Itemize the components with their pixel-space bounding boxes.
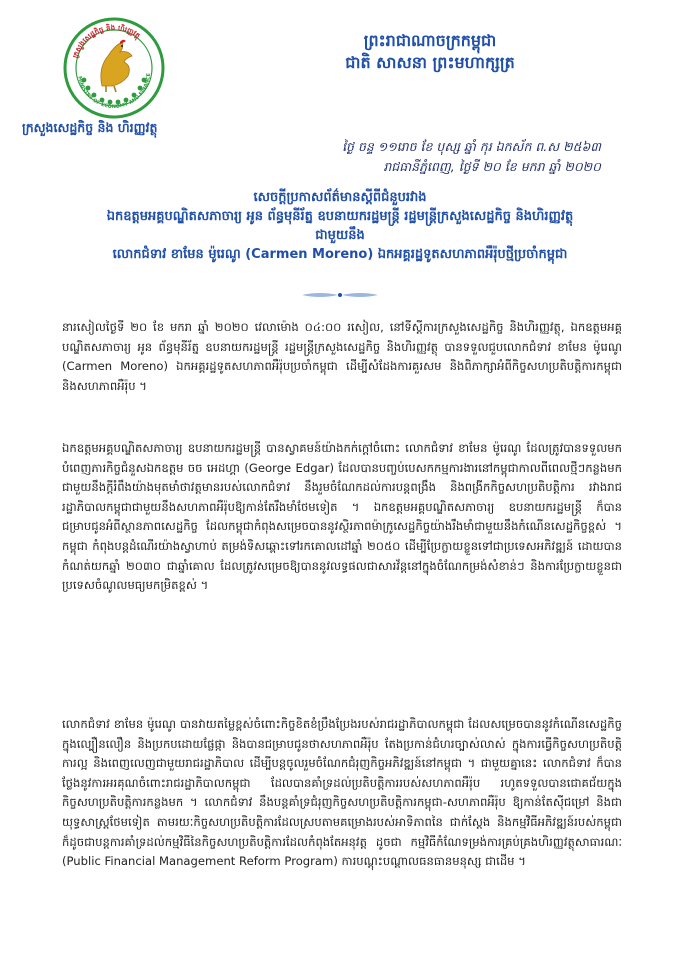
- ministry-logo: [62, 16, 166, 120]
- ministry-name: ក្រសួងសេដ្ឋកិច្ច និង ហិរញ្ញវត្ថុ: [22, 120, 158, 135]
- ministry-seal-icon: [62, 16, 166, 120]
- kingdom-line: ព្រះរាជាណាចក្រកម្ពុជា: [363, 31, 497, 50]
- press-release-title: [40, 188, 640, 264]
- lunar-date: ថ្ងៃ ចន្ទ ១១រោច ខែ បុស្ស ឆ្នាំ កុរ ឯកស័ក ព.ស ២៥៦៣: [342, 139, 601, 154]
- title-line-4: លោកជំទាវ ខាមែន ម៉ូរេណូ (Carmen Moreno) ឯកអគ្គរដ្ឋទូតសហភាពអឺរ៉ុបថ្មីប្រចាំកម្ពុជា: [112, 247, 568, 262]
- paragraph-2: ឯកឧត្តមអគ្គបណ្ឌិតសភាចារ្យ ឧបនាយករដ្ឋមន្ត្រី បានស្វាគមន៍យ៉ាងកក់ក្តៅចំពោះ លោកជំទាវ ខាមែន ម៉ូរេណូ ដែលត្រូវបានទទួលមកបំពេញភារកិច្ចជំនួសឯកឧត្តម ចច អេដហ្គា (George Edgar) ដែលបានបញ្ចប់បេសកកម្មការងារនៅកម្ពុជាកាលពីពេលថ្មីៗកន្លងមក ជាមួយនឹងក្តីរំពឹងយ៉ាងមុតមាំថាវត្តមានរបស់លោកជំទាវ នឹងរួមចំណែកដល់ការបន្តពង្រឹង និងពង្រីកកិច្ចសហប្រតិបត្តិការ រវាងរាជរដ្ឋាភិបាលកម្ពុជាជាមួយនឹងសហភាពអឺរ៉ុបឱ្យកាន់តែរឹងមាំថែមទៀត ។ ឯកឧត្តមអគ្គបណ្ឌិតសភាចារ្យ ឧបនាយករដ្ឋមន្ត្រី ក៏បានជម្រាបជូនអំពីស្ថានភាពសេដ្ឋកិច្ច ដែលកម្ពុជាកំពុងសម្រេចបាននូវស្ថិរភាពម៉ាក្រូសេដ្ឋកិច្ចយ៉ាងរឹងមាំជាមួយនឹងកំណើនសេដ្ឋកិច្ចខ្ពស់ ។ កម្ពុជា កំពុងបន្តដំណើរយ៉ាងស្វាហាប់ តម្រង់ទិសឆ្ពោះទៅរកគោលដៅឆ្នាំ ២០៥០ ដើម្បីប្រែក្លាយខ្លួនទៅជាប្រទេសអភិវឌ្ឍន៍ ដោយបានកំណត់យកឆ្នាំ ២០៣០ ជាឆ្នាំគោល ដែលត្រូវសម្រេចឱ្យបាននូវលទ្ធផលជាសារវ័ន្តនៅក្នុងចំណែកម្រង់សំខាន់ៗ និងការប្រែក្លាយខ្លួនជាប្រទេសចំណូលមធ្យមកម្រិតខ្ពស់ ។: [62, 441, 622, 593]
- title-line-1: សេចក្តីប្រកាសព័ត៌មានស្តីពីជំនួបរវាង: [253, 190, 427, 205]
- title-line-3: ជាមួយនឹង: [315, 228, 365, 243]
- motto-line: ជាតិ សាសនា ព្រះមហាក្សត្រ: [345, 53, 515, 72]
- kingdom-heading: [330, 30, 530, 74]
- paragraph-1: នារសៀលថ្ងៃទី ២០ ខែ មករា ឆ្នាំ ២០២០ វេលាម៉ោង ០៤:០០ រសៀល, នៅទីស្តីការក្រសួងសេដ្ឋកិច្ច និងហិរញ្ញវត្ថុ, ឯកឧត្តមអគ្គបណ្ឌិតសភាចារ្យ អូន ព័ន្ធមុនីរ័ត្ន ឧបនាយករដ្ឋមន្ត្រី រដ្ឋមន្ត្រីក្រសួងសេដ្ឋកិច្ច និងហិរញ្ញវត្ថុ បានទទួលជួបលោកជំទាវ ខាមែន ម៉ូរេណូ (Carmen Moreno) ឯកអគ្គរដ្ឋទូតសហភាពអឺរ៉ុបប្រចាំកម្ពុជា ដើម្បីសំដែងការគួរសម និងពិភាក្សាអំពីកិច្ចសហប្រតិបត្តិការកម្ពុជា និងសហភាពអឺរ៉ុប ។: [62, 320, 622, 393]
- ornament-divider-icon: [300, 290, 380, 300]
- logo-text-en: MINISTRY OF ECONOMY AND FINANCE: [76, 72, 153, 111]
- logo-text-top: ក្រសួងសេដ្ឋកិច្ច និង ហិរញ្ញវត្ថុ: [71, 23, 142, 60]
- title-line-2: ឯកឧត្តមអគ្គបណ្ឌិតសភាចារ្យ អូន ព័ន្ធមុនីរ័ត្ន ឧបនាយករដ្ឋមន្ត្រី រដ្ឋមន្ត្រីក្រសួងសេដ្ឋកិច្ច និងហិរញ្ញវត្ថុ: [106, 209, 574, 224]
- paragraph-3: លោកជំទាវ ខាមែន ម៉ូរេណូ បានវាយតម្លៃខ្ពស់ចំពោះកិច្ចខិតខំប្រឹងប្រែងរបស់រាជរដ្ឋាភិបាលកម្ពុជា ដែលសម្រេចបាននូវកំណើនសេដ្ឋកិច្ចក្នុងល្បឿនលឿន និងប្រកបដោយផ្លែផ្កា និងបានជម្រាបជូនថាសហភាពអឺរ៉ុប តែងប្រកាន់ជំហរច្បាស់លាស់ ក្នុងការធ្វើកិច្ចសហប្រតិបត្តិការល្អ និងពេញលេញជាមួយរាជរដ្ឋាភិបាល ដើម្បីបន្តចូលរួមចំណែកជំរុញកិច្ចអភិវឌ្ឍន៍នៅកម្ពុជា ។ ជាមួយគ្នានេះ លោកជំទាវ ក៏បានថ្លែងនូវការអរគុណចំពោះរាជរដ្ឋាភិបាលកម្ពុជា ដែលបានគាំទ្រដល់ប្រតិបត្តិការរបស់សហភាពអឺរ៉ុប រហូតទទួលបានជោគជ័យក្នុងកិច្ចសហប្រតិបត្តិការកន្លងមក ។ លោកជំទាវ នឹងបន្តគាំទ្រជំរុញកិច្ចសហប្រតិបត្តិការកម្ពុជា-សហភាពអឺរ៉ុប ឱ្យកាន់តែស៊ីជម្រៅ និងជាយុទ្ធសាស្ត្រថែមទៀត តាមរយៈកិច្ចសហប្រតិបត្តិការដែលស្របតាមគម្រោងរបស់អាទិភាពនៃ ជាក់ស្តែង និងកម្មវិធីអភិវឌ្ឍន៍របស់កម្ពុជា ក៏ដូចជាបន្តការគាំទ្រដល់កម្មវិធីនៃកិច្ចសហប្រតិបត្តិការដែលកំពុងតែអនុវត្ត ដូចជា កម្មវិធីកំណែទម្រង់ការគ្រប់គ្រងហិរញ្ញវត្ថុសាធារណៈ (Public Financial Management Reform Program) ការបណ្តុះបណ្តាលធនធានមនុស្ស ជាដើម ។: [62, 717, 622, 869]
- city-date: រាជធានីភ្នំពេញ, ថ្ងៃទី ២០ ខែ មករា ឆ្នាំ ២០២០: [383, 159, 601, 174]
